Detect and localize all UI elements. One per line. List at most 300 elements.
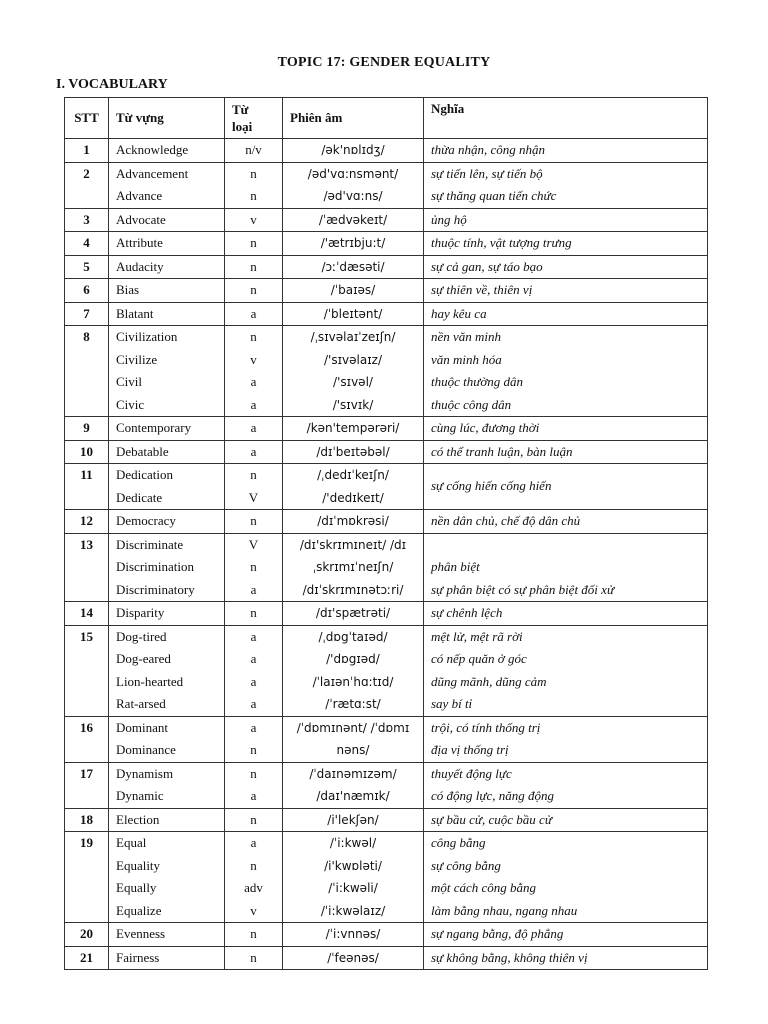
phonetic: /ˈbleɪtənt/ — [323, 306, 383, 321]
phonetic-cell — [283, 162, 424, 208]
part-of-speech: a — [250, 719, 257, 735]
row-number-text: 7 — [83, 305, 90, 321]
phonetic-cell — [283, 510, 424, 534]
part-of-speech: a — [250, 420, 257, 435]
phonetic-cell — [283, 279, 424, 303]
table-row — [65, 602, 708, 626]
vocab-word-cell — [109, 946, 225, 970]
phonetic-cell — [283, 302, 424, 326]
phonetic: ˌskrɪmɪˈneɪʃn/ — [312, 560, 394, 574]
meaning — [431, 534, 700, 557]
vocab-word: Advancement — [116, 165, 189, 181]
phonetic: /ˈfeənəs/ — [327, 950, 379, 965]
part-of-speech-cell — [225, 208, 283, 232]
meaning-cell — [424, 832, 708, 923]
vocab-word: Civil — [116, 374, 143, 389]
meaning-cell — [424, 464, 708, 510]
row-number — [65, 440, 109, 464]
part-of-speech-cell — [225, 440, 283, 464]
part-of-speech-cell — [225, 255, 283, 279]
row-number-text: 15 — [80, 628, 93, 644]
part-of-speech: a — [250, 696, 257, 711]
phonetic-cell — [283, 602, 424, 626]
phonetic: /ɔːˈdæsəti/ — [321, 259, 385, 274]
meaning: sự thăng quan tiến chức — [431, 188, 557, 203]
phonetic: /kən'tempərəri/ — [306, 421, 400, 435]
vocab-word-cell — [109, 602, 225, 626]
row-number-text: 13 — [80, 536, 93, 552]
phonetic: /'dɒgɪəd/ — [326, 652, 380, 666]
table-row — [65, 326, 708, 417]
part-of-speech: n — [250, 467, 257, 482]
meaning-cell — [424, 162, 708, 208]
row-number — [65, 139, 109, 163]
part-of-speech: a — [250, 396, 257, 412]
phonetic: /ˈdɒmɪnənt/ /ˈdɒmɪ — [296, 720, 410, 735]
meaning-cell — [424, 208, 708, 232]
phonetic-cell — [283, 946, 424, 970]
part-of-speech-cell — [225, 326, 283, 417]
phonetic-cell — [283, 440, 424, 464]
meaning-cell — [424, 625, 708, 716]
vocab-word-cell — [109, 440, 225, 464]
vocab-word-cell — [109, 762, 225, 808]
header-ipa: Phiên âm — [283, 98, 424, 139]
part-of-speech: a — [250, 581, 257, 597]
part-of-speech-cell — [225, 625, 283, 716]
vocab-word-cell — [109, 139, 225, 163]
vocab-word: Discrimination — [116, 559, 194, 574]
part-of-speech: n — [250, 811, 257, 827]
vocab-word: Audacity — [116, 258, 164, 274]
vocab-word: Fairness — [116, 949, 160, 965]
vocab-word-cell — [109, 808, 225, 832]
table-row — [65, 255, 708, 279]
phonetic: /dɪˈskrɪmɪnətɔːri/ — [302, 582, 404, 597]
part-of-speech: V — [248, 536, 259, 552]
row-number-text: 1 — [83, 142, 90, 157]
vocab-word: Advance — [116, 188, 163, 203]
part-of-speech: n — [250, 188, 257, 203]
phonetic: /əd'vɑ:ns/ — [323, 189, 383, 203]
part-of-speech: a — [250, 305, 257, 321]
section-heading: I. VOCABULARY — [56, 77, 168, 92]
row-number-text: 12 — [80, 513, 93, 528]
part-of-speech-cell — [225, 946, 283, 970]
row-number — [65, 232, 109, 256]
meaning-cell — [424, 762, 708, 808]
row-number-text: 17 — [80, 765, 93, 781]
table-row — [65, 208, 708, 232]
meaning: sự chênh lệch — [431, 605, 503, 620]
vocab-word-cell — [109, 279, 225, 303]
phonetic: /'sɪvɪk/ — [332, 397, 374, 412]
meaning-cell — [424, 139, 708, 163]
phonetic-cell — [283, 533, 424, 602]
phonetic-cell — [283, 255, 424, 279]
vocab-word-cell — [109, 255, 225, 279]
row-number-text: 20 — [80, 926, 93, 941]
row-number-text: 2 — [83, 165, 90, 181]
part-of-speech: n — [250, 926, 257, 941]
table-row — [65, 139, 708, 163]
vocab-word: Dynamic — [116, 788, 164, 803]
row-number — [65, 716, 109, 762]
meaning: sự thiên về, thiên vị — [431, 282, 533, 297]
phonetic: /ˈi:vnnəs/ — [325, 927, 381, 941]
vocab-word: Equal — [116, 835, 147, 850]
part-of-speech-cell — [225, 923, 283, 947]
part-of-speech-cell — [225, 716, 283, 762]
phonetic-cell — [283, 232, 424, 256]
meaning: thuộc công dân — [431, 396, 512, 412]
part-of-speech-cell — [225, 602, 283, 626]
part-of-speech: a — [250, 835, 257, 850]
table-row — [65, 464, 708, 510]
phonetic: /ˌdɒgˈtaɪəd/ — [318, 629, 388, 644]
part-of-speech-cell — [225, 232, 283, 256]
meaning: nền dân chủ, chế độ dân chủ — [431, 513, 581, 528]
phonetic-cell — [283, 923, 424, 947]
meaning: sự phân biệt có sự phân biệt đối xử — [431, 581, 615, 597]
part-of-speech: n — [250, 329, 257, 344]
vocab-word-cell — [109, 326, 225, 417]
phonetic-cell — [283, 464, 424, 510]
phonetic: /i'kwɒləti/ — [324, 858, 382, 873]
phonetic-cell — [283, 139, 424, 163]
vocab-word: Attribute — [116, 235, 163, 250]
row-number — [65, 533, 109, 602]
phonetic: /ˈbaɪəs/ — [330, 283, 376, 297]
row-number — [65, 832, 109, 923]
part-of-speech-cell — [225, 162, 283, 208]
meaning-cell — [424, 602, 708, 626]
vocab-word: Discriminate — [116, 536, 184, 552]
table-row — [65, 946, 708, 970]
row-number-text: 14 — [80, 605, 93, 620]
meaning: có thể tranh luận, bàn luận — [431, 443, 573, 459]
phonetic: /ˈrætɑ:st/ — [325, 697, 381, 711]
meaning-cell — [424, 440, 708, 464]
phonetic: /ˈi:kwəlaɪz/ — [320, 903, 386, 918]
header-pos — [225, 98, 283, 139]
row-number — [65, 625, 109, 716]
table-row — [65, 162, 708, 208]
part-of-speech: n/v — [245, 142, 262, 157]
meaning: sự tiến lên, sự tiến bộ — [431, 165, 543, 181]
meaning-cell — [424, 302, 708, 326]
phonetic: /ˈlaɪənˈhɑ:tɪd/ — [312, 674, 394, 689]
row-number-text: 9 — [83, 420, 90, 435]
vocab-word-cell — [109, 923, 225, 947]
vocab-word: Blatant — [116, 305, 154, 321]
row-number-text: 3 — [83, 211, 90, 227]
part-of-speech: V — [248, 489, 259, 505]
vocabulary-table — [64, 97, 708, 970]
table-row — [65, 417, 708, 441]
vocab-word-cell — [109, 208, 225, 232]
phonetic: /ək'nɒlɪdʒ/ — [321, 143, 385, 157]
meaning-cell — [424, 923, 708, 947]
meaning: địa vị thống trị — [431, 742, 509, 757]
phonetic-cell — [283, 326, 424, 417]
part-of-speech: n — [250, 742, 257, 757]
phonetic: /i'lekʃən/ — [327, 812, 379, 827]
row-number — [65, 302, 109, 326]
vocab-word: Equalize — [116, 902, 162, 918]
table-row — [65, 762, 708, 808]
vocab-word: Debatable — [116, 443, 169, 459]
meaning: công bằng — [431, 835, 486, 850]
vocab-word: Rat-arsed — [116, 696, 166, 711]
row-number-text: 5 — [83, 258, 90, 274]
meaning: thuộc tính, vật tượng trưng — [431, 235, 572, 250]
part-of-speech: a — [250, 673, 257, 689]
row-number — [65, 762, 109, 808]
vocab-word: Dominant — [116, 719, 168, 735]
table-row — [65, 302, 708, 326]
row-number — [65, 279, 109, 303]
phonetic: /'sɪvəlaɪz/ — [323, 352, 383, 367]
part-of-speech-cell — [225, 302, 283, 326]
meaning: hay kêu ca — [431, 305, 487, 321]
part-of-speech-cell — [225, 464, 283, 510]
meaning: ủng hộ — [431, 211, 467, 227]
vocab-word: Advocate — [116, 211, 166, 227]
meaning: say bí tỉ — [431, 696, 473, 711]
part-of-speech-cell — [225, 417, 283, 441]
meaning: cùng lúc, đương thời — [431, 420, 540, 435]
vocab-word: Equally — [116, 880, 157, 895]
vocab-word: Acknowledge — [116, 142, 189, 157]
meaning-cell — [424, 533, 708, 602]
vocab-word-cell — [109, 464, 225, 510]
meaning-cell — [424, 946, 708, 970]
table-body — [65, 139, 708, 970]
meaning: dũng mãnh, dũng cảm — [431, 673, 547, 689]
part-of-speech: v — [250, 351, 257, 367]
table-row — [65, 440, 708, 464]
phonetic: /dɪˈbeɪtəbəl/ — [316, 444, 390, 459]
vocab-word-cell — [109, 625, 225, 716]
vocab-word: Civic — [116, 396, 145, 412]
phonetic-cell — [283, 808, 424, 832]
row-number — [65, 946, 109, 970]
phonetic: /ˈi:kwəl/ — [329, 836, 377, 850]
part-of-speech: a — [250, 788, 257, 803]
vocab-word: Democracy — [116, 513, 176, 528]
phonetic: /ˌsɪvəlaɪˈzeɪʃn/ — [310, 330, 396, 344]
phonetic: /'sɪvəl/ — [333, 375, 373, 389]
row-number — [65, 162, 109, 208]
row-number — [65, 510, 109, 534]
table-header-row — [65, 98, 708, 139]
meaning-cell — [424, 326, 708, 417]
vocab-word-cell — [109, 533, 225, 602]
part-of-speech: adv — [244, 880, 263, 895]
vocab-word-cell — [109, 832, 225, 923]
part-of-speech: n — [250, 765, 257, 781]
vocab-word-cell — [109, 232, 225, 256]
part-of-speech: n — [250, 949, 257, 965]
meaning-cell — [424, 232, 708, 256]
part-of-speech: n — [250, 513, 257, 528]
meaning-cell — [424, 255, 708, 279]
phonetic-cell — [283, 716, 424, 762]
table-row — [65, 279, 708, 303]
row-number-text: 6 — [83, 282, 90, 297]
row-number — [65, 923, 109, 947]
part-of-speech: v — [250, 211, 257, 227]
part-of-speech: n — [250, 559, 257, 574]
header-pos-label: Từ loại — [232, 102, 253, 134]
row-number-text: 18 — [80, 811, 93, 827]
meaning: thừa nhận, công nhận — [431, 142, 545, 157]
part-of-speech: n — [250, 605, 257, 620]
row-number-text: 8 — [83, 329, 90, 344]
vocab-word-cell — [109, 716, 225, 762]
phonetic-cell — [283, 762, 424, 808]
meaning: nền văn minh — [431, 329, 502, 344]
vocab-word: Lion-hearted — [116, 673, 184, 689]
phonetic: /dɪˈmɒkrəsi/ — [317, 514, 389, 528]
table-row — [65, 716, 708, 762]
phonetic-cell — [283, 625, 424, 716]
table-row — [65, 510, 708, 534]
vocab-word-cell — [109, 302, 225, 326]
meaning: phân biệt — [431, 559, 480, 574]
table-row — [65, 625, 708, 716]
vocab-word: Dog-eared — [116, 651, 171, 666]
row-number — [65, 255, 109, 279]
meaning: sự cống hiến cống hiến — [431, 478, 552, 494]
phonetic-cell — [283, 208, 424, 232]
part-of-speech-cell — [225, 510, 283, 534]
vocab-word: Civilization — [116, 329, 178, 344]
part-of-speech: n — [250, 165, 257, 181]
part-of-speech: v — [250, 902, 257, 918]
row-number — [65, 602, 109, 626]
part-of-speech-cell — [225, 832, 283, 923]
row-number — [65, 464, 109, 510]
part-of-speech-cell — [225, 762, 283, 808]
header-stt: STT — [65, 98, 109, 139]
part-of-speech-cell — [225, 139, 283, 163]
table-row — [65, 832, 708, 923]
vocab-word: Civilize — [116, 351, 158, 367]
phonetic: /dɪ'spætrəti/ — [315, 606, 391, 620]
part-of-speech-cell — [225, 533, 283, 602]
meaning: thuyết động lực — [431, 765, 512, 781]
vocab-word-cell — [109, 417, 225, 441]
meaning: sự cả gan, sự táo bạo — [431, 258, 543, 274]
phonetic: /ˈdaɪnəmɪzəm/ — [309, 766, 397, 781]
row-number-text: 19 — [80, 835, 93, 850]
meaning: có nếp quăn ở góc — [431, 651, 527, 666]
meaning: có động lực, năng động — [431, 788, 554, 803]
phonetic: /'dedɪkeɪt/ — [322, 490, 384, 505]
vocab-word: Dominance — [116, 742, 176, 757]
vocab-word: Dog-tired — [116, 628, 167, 644]
table-row — [65, 923, 708, 947]
vocab-word: Disparity — [116, 605, 165, 620]
part-of-speech: a — [250, 443, 257, 459]
vocab-word: Equality — [116, 857, 161, 873]
header-meaning: Nghĩa — [424, 98, 708, 139]
meaning-cell — [424, 417, 708, 441]
meaning: sự bầu cử, cuộc bầu cử — [431, 811, 552, 827]
vocab-word: Election — [116, 811, 160, 827]
phonetic-cell — [283, 417, 424, 441]
vocab-word: Evenness — [116, 926, 166, 941]
meaning-cell — [424, 279, 708, 303]
meaning: văn minh hóa — [431, 351, 502, 367]
table-row — [65, 808, 708, 832]
meaning-cell — [424, 510, 708, 534]
phonetic: nəns/ — [336, 743, 370, 757]
vocab-word: Dynamism — [116, 765, 174, 781]
page-title: TOPIC 17: GENDER EQUALITY — [277, 55, 491, 70]
row-number — [65, 417, 109, 441]
phonetic: /'ætrɪbju:t/ — [320, 236, 386, 250]
row-number — [65, 808, 109, 832]
phonetic: /dɪ'skrɪmɪneɪt/ /dɪ — [299, 537, 407, 552]
vocab-word: Discriminatory — [116, 581, 195, 597]
vocab-word-cell — [109, 510, 225, 534]
row-number-text: 16 — [80, 719, 93, 735]
part-of-speech: n — [250, 282, 257, 297]
part-of-speech: n — [250, 258, 257, 274]
meaning: sự công bằng — [431, 857, 501, 873]
row-number-text: 10 — [80, 443, 93, 459]
part-of-speech-cell — [225, 808, 283, 832]
meaning: làm bằng nhau, ngang nhau — [431, 902, 578, 918]
phonetic: /ˈi:kwəli/ — [328, 881, 378, 895]
table-row — [65, 533, 708, 602]
vocab-word: Contemporary — [116, 420, 192, 435]
part-of-speech: n — [250, 857, 257, 873]
phonetic: /əd'vɑ:nsmənt/ — [307, 166, 399, 181]
vocab-word: Dedicate — [116, 489, 163, 505]
vocab-word-cell — [109, 162, 225, 208]
meaning-cell — [424, 808, 708, 832]
phonetic: /ˌdedɪˈkeɪʃn/ — [317, 468, 389, 482]
part-of-speech: a — [250, 374, 257, 389]
meaning: một cách công bằng — [431, 880, 537, 895]
header-word: Từ vựng — [109, 98, 225, 139]
part-of-speech: a — [250, 651, 257, 666]
meaning: mệt lử, mệt rã rời — [431, 628, 523, 644]
vocab-word: Dedication — [116, 467, 174, 482]
table-row — [65, 232, 708, 256]
row-number — [65, 326, 109, 417]
meaning: trội, có tính thống trị — [431, 719, 541, 735]
part-of-speech: a — [250, 628, 257, 644]
phonetic-cell — [283, 832, 424, 923]
meaning: sự không bằng, không thiên vị — [431, 949, 588, 965]
phonetic: /daɪ'næmɪk/ — [316, 789, 390, 803]
row-number-text: 21 — [80, 949, 93, 965]
phonetic: /ˈædvəkeɪt/ — [318, 212, 388, 227]
part-of-speech: n — [250, 235, 257, 250]
part-of-speech-cell — [225, 279, 283, 303]
row-number — [65, 208, 109, 232]
meaning: thuộc thường dân — [431, 374, 524, 389]
meaning: sự ngang bằng, độ phẳng — [431, 926, 564, 941]
meaning-cell — [424, 716, 708, 762]
row-number-text: 11 — [80, 467, 93, 482]
row-number-text: 4 — [83, 235, 90, 250]
